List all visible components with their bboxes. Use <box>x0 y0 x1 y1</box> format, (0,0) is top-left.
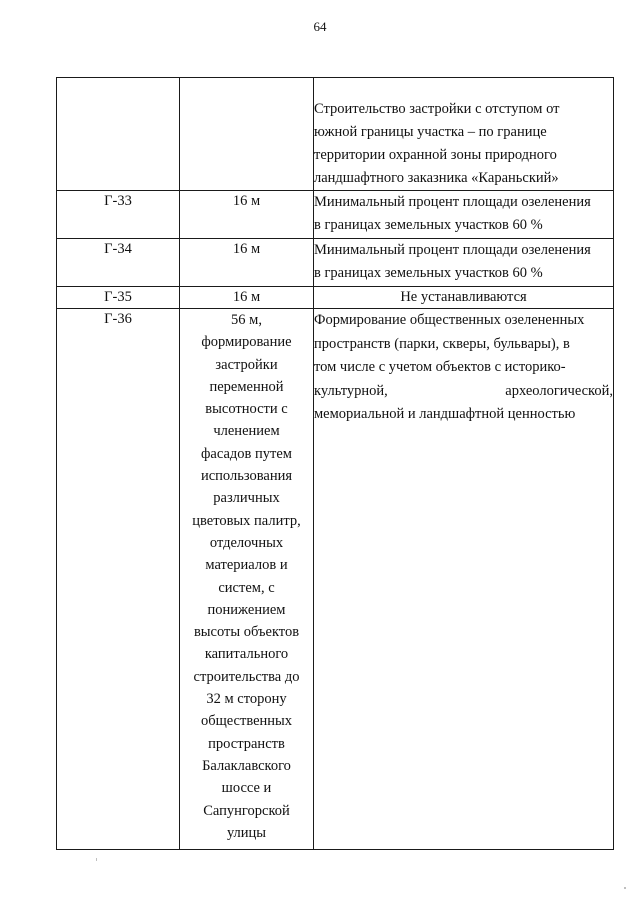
requirement-word: культурной, <box>314 382 388 399</box>
requirement-line: ландшафтного заказника «Караньский» <box>314 170 559 186</box>
requirement-line <box>314 380 613 404</box>
page-number: 64 <box>313 19 327 34</box>
height-line: отделочных <box>209 534 284 551</box>
height-line: высоты объектов <box>193 624 300 641</box>
height-line: Балаклавского <box>202 757 291 774</box>
scan-speck <box>624 887 626 889</box>
height-cell <box>180 78 314 191</box>
height-line: цветовых палитр, <box>192 512 301 529</box>
height-line: общественных <box>200 713 293 730</box>
requirement-cell <box>314 239 614 287</box>
zone-code-cell <box>57 78 180 191</box>
height-line: строительства до <box>193 668 300 685</box>
height-line: пространств <box>208 735 285 752</box>
height-line: высотности с <box>205 401 288 418</box>
height-line: фасадов путем <box>201 445 292 462</box>
regulations-table <box>56 77 614 850</box>
requirement-cell <box>314 78 614 191</box>
requirement-line: в границах земельных участков 60 % <box>314 217 543 233</box>
height-line: улицы <box>226 824 267 841</box>
height-cell <box>180 309 314 850</box>
table-row <box>57 191 614 239</box>
height-cell: 16 м <box>180 191 314 239</box>
height-line: Сапунгорской <box>203 802 290 819</box>
requirement-line: территории охранной зоны природного <box>314 147 557 163</box>
zone-code-cell: Г-33 <box>57 191 180 239</box>
zone-code-cell: Г-36 <box>57 309 180 850</box>
height-line: понижением <box>207 601 286 618</box>
height-line: использования <box>200 468 293 485</box>
requirement-cell <box>314 191 614 239</box>
height-line: 32 м сторону <box>206 691 287 708</box>
requirement-line: Минимальный процент площади озеленения <box>314 194 591 210</box>
requirement-line: в границах земельных участков 60 % <box>314 265 543 281</box>
requirement-cell: Не устанавливаются <box>314 287 614 309</box>
height-cell: 16 м <box>180 239 314 287</box>
height-line: шоссе и <box>221 780 272 797</box>
zone-code-cell: Г-34 <box>57 239 180 287</box>
requirement-line: мемориальной и ландшафтной ценностью <box>314 406 576 422</box>
requirement-line: южной границы участка – по границе <box>314 124 547 140</box>
height-line: 56 м, <box>231 312 262 328</box>
height-line: застройки <box>215 356 278 373</box>
height-line: капитального <box>204 646 289 663</box>
table-row <box>57 239 614 287</box>
height-line: формирование <box>201 334 292 351</box>
zone-code-cell: Г-35 <box>57 287 180 309</box>
table-row <box>57 287 614 309</box>
height-line: систем, с <box>218 579 275 596</box>
requirement-line: Формирование общественных озелененных <box>314 312 585 328</box>
requirement-line: пространств (парки, скверы, бульвары), в <box>314 335 570 352</box>
scan-speck <box>96 858 97 861</box>
requirement-line: Минимальный процент площади озеленения <box>314 242 591 258</box>
requirement-line: том числе с учетом объектов с историко- <box>314 359 566 375</box>
table-row <box>57 78 614 191</box>
requirement-word: археологической, <box>505 382 613 399</box>
height-line: материалов и <box>205 557 288 574</box>
requirement-line: Строительство застройки с отступом от <box>314 101 560 117</box>
height-line: членением <box>213 423 280 440</box>
height-line: переменной <box>209 378 284 395</box>
table-row <box>57 309 614 850</box>
height-cell: 16 м <box>180 287 314 309</box>
requirement-cell <box>314 309 614 850</box>
height-line: различных <box>213 490 280 507</box>
